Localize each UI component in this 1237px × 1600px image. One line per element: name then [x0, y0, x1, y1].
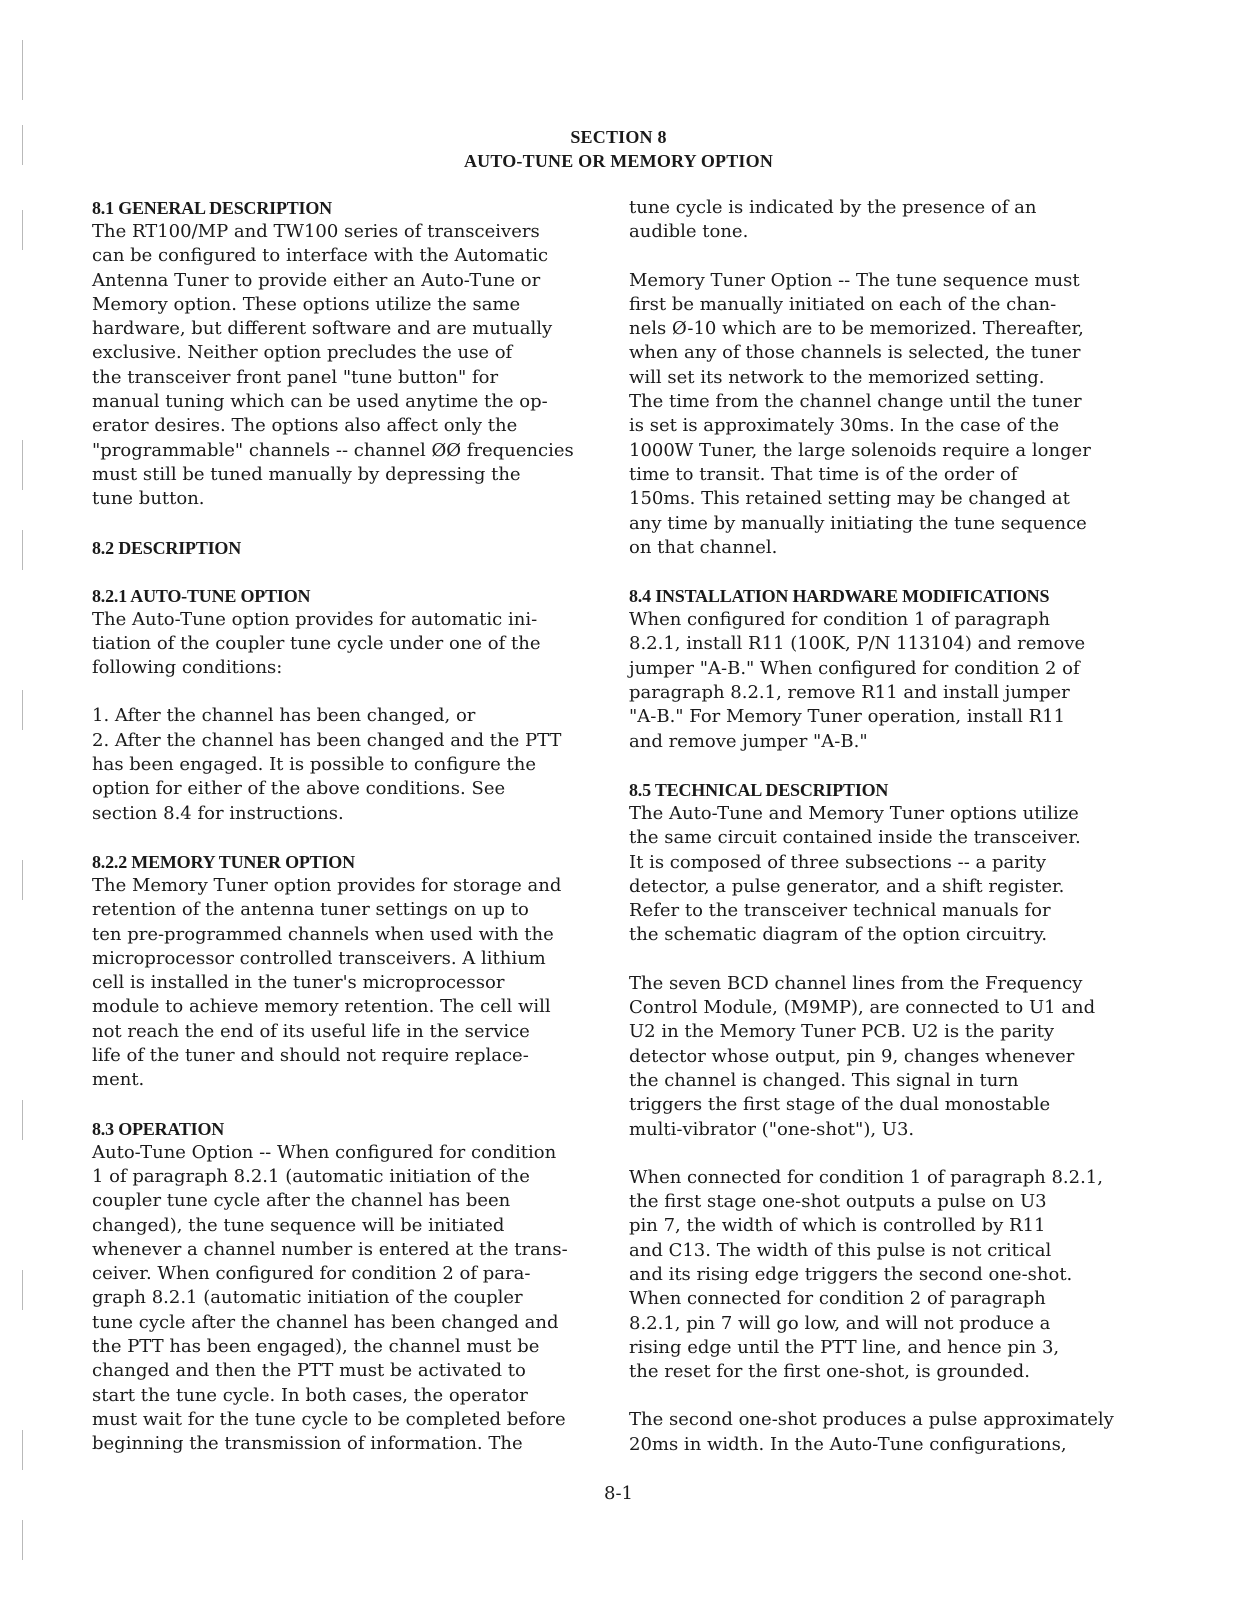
- text-line: and C13. The width of this pulse is not critical: [629, 1239, 1052, 1261]
- scan-margin-mark: [22, 1520, 23, 1560]
- scan-margin-mark: [22, 860, 23, 900]
- text-line: Auto-Tune Option -- When configured for condition: [92, 1141, 557, 1163]
- text-line: life of the tuner and should not require replace-: [92, 1045, 529, 1067]
- text-line: nels Ø-10 which are to be memorized. Thereafter,: [629, 318, 1084, 340]
- text-line: 8.2.1, install R11 (100K, P/N 113104) and remove: [629, 633, 1086, 655]
- scan-margin-mark: [22, 1430, 23, 1470]
- paragraph-gap: [629, 948, 1121, 972]
- text-line: 1000W Tuner, the large solenoids require a longer: [629, 439, 1091, 461]
- text-line: U2 in the Memory Tuner PCB. U2 is the parity: [629, 1021, 1055, 1043]
- text-line: Refer to the transceiver technical manuals for: [629, 900, 1051, 922]
- section-heading: [0, 125, 1237, 173]
- text-line: must wait for the tune cycle to be completed before: [92, 1408, 566, 1430]
- text-line: beginning the transmission of information. The: [92, 1433, 523, 1455]
- text-line: detector whose output, pin 9, changes whenever: [629, 1045, 1075, 1067]
- text-line: module to achieve memory retention. The cell will: [92, 996, 551, 1018]
- subsection-heading: 8.4 INSTALLATION HARDWARE MODIFICATIONS: [629, 586, 1050, 607]
- text-line: "A-B." For Memory Tuner operation, install R11: [629, 706, 1066, 728]
- paragraph: [629, 196, 1121, 245]
- scan-margin-mark: [22, 690, 23, 730]
- paragraph-gap: [629, 245, 1121, 269]
- text-line: manual tuning which can be used anytime the op-: [92, 391, 548, 413]
- paragraph: [629, 802, 1121, 948]
- paragraph: [92, 704, 586, 825]
- text-line: The second one-shot produces a pulse approximately: [629, 1409, 1114, 1431]
- text-line: The Auto-Tune and Memory Tuner options utilize: [629, 802, 1079, 824]
- text-line: following conditions:: [92, 657, 283, 679]
- paragraph: [629, 972, 1121, 1142]
- subsection-heading: 8.2.2 MEMORY TUNER OPTION: [92, 851, 355, 872]
- paragraph: [92, 220, 586, 512]
- text-line: and its rising edge triggers the second one-shot.: [629, 1263, 1073, 1285]
- scan-margin-mark: [22, 440, 23, 490]
- text-line: The time from the channel change until the tuner: [629, 391, 1082, 413]
- text-line: 150ms. This retained setting may be changed at: [629, 488, 1070, 510]
- text-line: has been engaged. It is possible to configure the: [92, 754, 536, 776]
- text-line: Memory option. These options utilize the same: [92, 293, 521, 315]
- text-line: whenever a channel number is entered at the trans-: [92, 1238, 568, 1260]
- paragraph: [629, 1166, 1121, 1385]
- text-line: first be manually initiated on each of the chan-: [629, 293, 1057, 315]
- text-line: 8.2.1, pin 7 will go low, and will not produce a: [629, 1312, 1051, 1334]
- text-line: The Memory Tuner option provides for storage and: [92, 874, 562, 896]
- text-line: detector, a pulse generator, and a shift register.: [629, 875, 1065, 897]
- text-line: the channel is changed. This signal in turn: [629, 1069, 1019, 1091]
- text-line: the schematic diagram of the option circuitry.: [629, 924, 1048, 946]
- text-line: when any of those channels is selected, the tuner: [629, 342, 1081, 364]
- text-line: is set is approximately 30ms. In the case of the: [629, 415, 1060, 437]
- text-line: changed), the tune sequence will be initiated: [92, 1214, 505, 1236]
- paragraph-gap: [629, 754, 1121, 778]
- text-line: coupler tune cycle after the channel has been: [92, 1190, 511, 1212]
- left-column: [92, 196, 586, 1456]
- text-line: It is composed of three subsections -- a parity: [629, 851, 1046, 873]
- right-column: [629, 196, 1121, 1457]
- text-line: start the tune cycle. In both cases, the operator: [92, 1384, 528, 1406]
- paragraph: [629, 1408, 1121, 1457]
- page-number: 8-1: [604, 1483, 633, 1504]
- text-line: option for either of the above conditions. See: [92, 778, 506, 800]
- paragraph: [92, 608, 586, 681]
- text-line: and remove jumper "A-B.": [629, 730, 868, 752]
- paragraph: [92, 874, 586, 1093]
- text-line: hardware, but different software and are mutually: [92, 318, 553, 340]
- text-line: the transceiver front panel "tune button" for: [92, 366, 499, 388]
- section-title: AUTO-TUNE OR MEMORY OPTION: [463, 151, 774, 171]
- text-line: the first stage one-shot outputs a pulse on U3: [629, 1191, 1047, 1213]
- text-line: any time by manually initiating the tune sequence: [629, 512, 1087, 534]
- text-line: not reach the end of its useful life in the service: [92, 1020, 530, 1042]
- text-line: can be configured to interface with the Automatic: [92, 245, 549, 267]
- text-line: ment.: [92, 1069, 145, 1091]
- scan-margin-mark: [22, 1100, 23, 1140]
- text-line: tune cycle is indicated by the presence of an: [629, 197, 1037, 218]
- subsection-heading: 8.2.1 AUTO-TUNE OPTION: [92, 585, 311, 606]
- scan-margin-mark: [22, 40, 23, 100]
- text-line: the same circuit contained inside the transceiver.: [629, 827, 1081, 849]
- text-line: When configured for condition 1 of paragraph: [629, 609, 1050, 631]
- subsection-heading: 8.1 GENERAL DESCRIPTION: [92, 198, 332, 218]
- text-line: cell is installed in the tuner's microprocessor: [92, 972, 505, 994]
- text-line: time to transit. That time is of the order of: [629, 463, 1018, 485]
- text-line: Memory Tuner Option -- The tune sequence must: [629, 269, 1080, 291]
- paragraph-gap: [92, 680, 586, 704]
- text-line: tiation of the coupler tune cycle under one of the: [92, 632, 541, 654]
- text-line: triggers the first stage of the dual monostable: [629, 1094, 1051, 1116]
- paragraph: [629, 269, 1121, 561]
- text-line: the reset for the first one-shot, is grounded.: [629, 1361, 1030, 1383]
- paragraph-gap: [92, 560, 586, 584]
- text-line: tune cycle after the channel has been changed and: [92, 1311, 559, 1333]
- scan-margin-mark: [22, 210, 23, 250]
- text-line: tune button.: [92, 488, 205, 510]
- section-number: SECTION 8: [570, 127, 667, 147]
- subsection-heading: 8.2 DESCRIPTION: [92, 537, 242, 558]
- text-line: The seven BCD channel lines from the Frequency: [629, 972, 1083, 994]
- text-line: When connected for condition 1 of paragraph 8.2.1,: [629, 1166, 1103, 1188]
- text-line: the PTT has been engaged), the channel must be: [92, 1335, 540, 1357]
- paragraph-gap: [629, 560, 1121, 584]
- text-line: 1 of paragraph 8.2.1 (automatic initiation of the: [92, 1165, 530, 1187]
- text-line: audible tone.: [629, 221, 749, 243]
- text-line: on that channel.: [629, 536, 778, 558]
- text-line: Antenna Tuner to provide either an Auto-Tune or: [92, 269, 541, 291]
- text-line: changed and then the PTT must be activated to: [92, 1360, 526, 1382]
- text-line: Control Module, (M9MP), are connected to U1 and: [629, 997, 1096, 1019]
- text-line: 1. After the channel has been changed, or: [92, 705, 476, 727]
- text-line: rising edge until the PTT line, and hence pin 3,: [629, 1336, 1060, 1358]
- text-line: The RT100/MP and TW100 series of transceivers: [92, 221, 540, 242]
- scan-margin-mark: [22, 530, 23, 570]
- text-line: The Auto-Tune option provides for automatic ini-: [92, 608, 538, 630]
- text-line: "programmable" channels -- channel ØØ frequencies: [92, 439, 574, 461]
- text-line: When connected for condition 2 of paragraph: [629, 1288, 1046, 1310]
- paragraph: [92, 1141, 586, 1457]
- text-line: will set its network to the memorized setting.: [629, 366, 1045, 388]
- text-line: retention of the antenna tuner settings on up to: [92, 899, 529, 921]
- text-line: pin 7, the width of which is controlled by R11: [629, 1215, 1046, 1237]
- text-line: ceiver. When configured for condition 2 of para-: [92, 1263, 531, 1285]
- text-line: microprocessor controlled transceivers. A lithium: [92, 947, 546, 969]
- paragraph: [629, 608, 1121, 754]
- paragraph-gap: [92, 1093, 586, 1117]
- text-line: section 8.4 for instructions.: [92, 802, 344, 824]
- text-line: erator desires. The options also affect only the: [92, 415, 518, 437]
- text-line: 20ms in width. In the Auto-Tune configurations,: [629, 1433, 1067, 1455]
- scan-margin-mark: [22, 1270, 23, 1310]
- paragraph-gap: [629, 1142, 1121, 1166]
- text-line: multi-vibrator ("one-shot"), U3.: [629, 1118, 915, 1140]
- text-line: paragraph 8.2.1, remove R11 and install jumper: [629, 682, 1070, 704]
- text-line: jumper "A-B." When configured for condition 2 of: [629, 657, 1080, 679]
- paragraph-gap: [92, 826, 586, 850]
- paragraph-gap: [629, 1384, 1121, 1408]
- text-line: 2. After the channel has been changed and the PTT: [92, 729, 562, 751]
- text-line: ten pre-programmed channels when used with the: [92, 923, 554, 945]
- text-line: graph 8.2.1 (automatic initiation of the coupler: [92, 1287, 523, 1309]
- text-line: must still be tuned manually by depressing the: [92, 463, 521, 485]
- paragraph-gap: [92, 512, 586, 536]
- subsection-heading: 8.3 OPERATION: [92, 1118, 225, 1139]
- subsection-heading: 8.5 TECHNICAL DESCRIPTION: [629, 779, 889, 800]
- text-line: exclusive. Neither option precludes the use of: [92, 342, 513, 364]
